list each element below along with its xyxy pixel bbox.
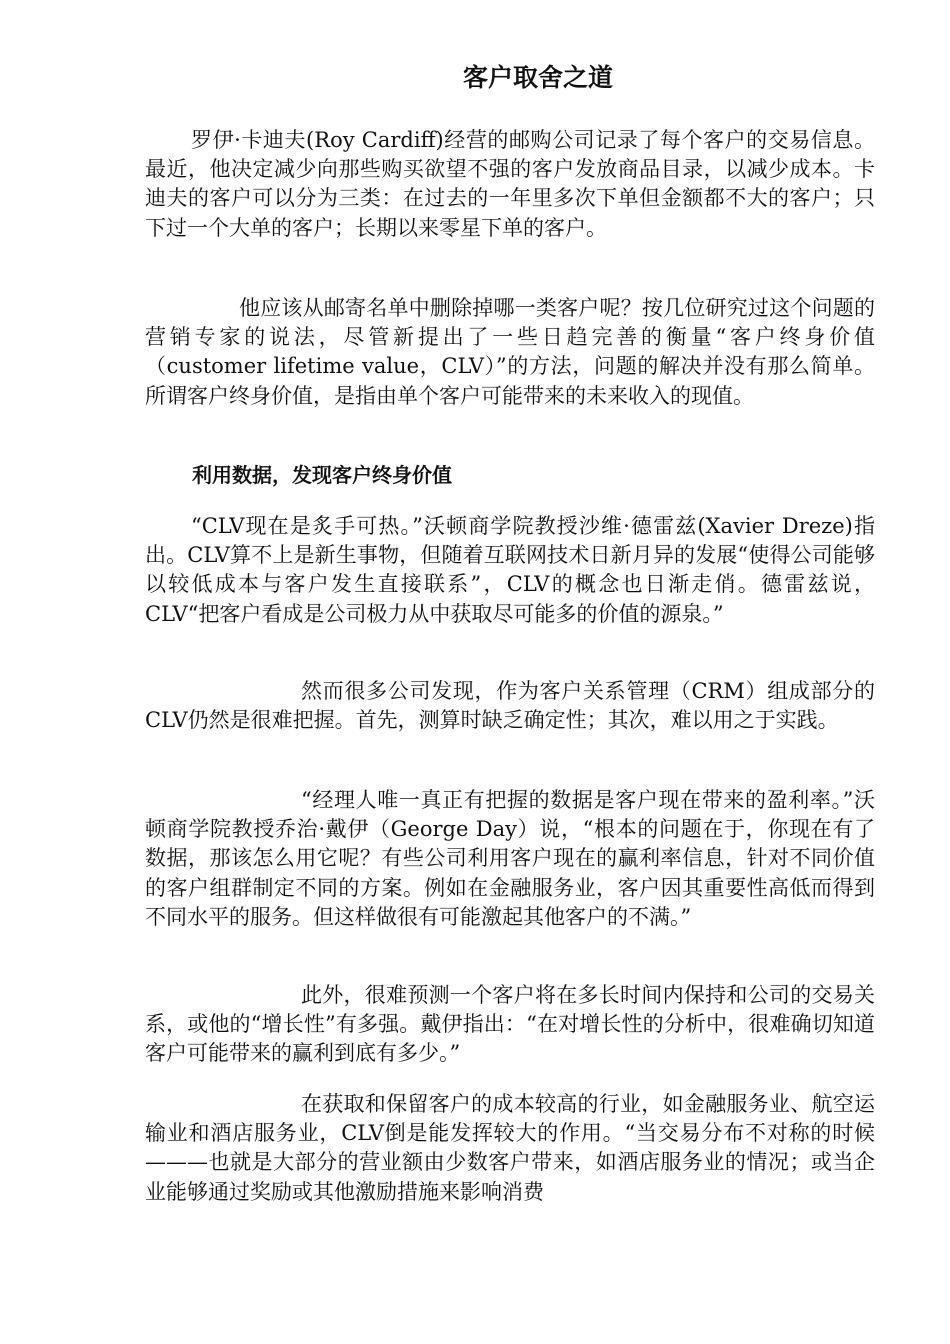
document-title: 客户取舍之道	[462, 63, 613, 92]
section-heading: 利用数据，发现客户终身价值	[192, 463, 452, 487]
paragraph-7: 在获取和保留客户的成本较高的行业，如金融服务业、航空运输业和酒店服务业，CLV倒是能发挥较大的作用。“当交易分布不对称的时候———也就是大部分的营业额由少数客户带来，如酒店服务业的情况；或当企业能够通过奖励或其他激励措施来影响消费	[145, 1092, 875, 1204]
paragraph-1: 罗伊·卡迪夫(Roy Cardiff)经营的邮购公司记录了每个客户的交易信息。最近，他决定减少向那些购买欲望不强的客户发放商品目录，以减少成本。卡迪夫的客户可以分为三类：在过去的一年里多次下单但金额都不大的客户；只下过一个大单的客户；长期以来零星下单的客户。	[145, 128, 875, 240]
paragraph-4: 然而很多公司发现，作为客户关系管理（CRM）组成部分的CLV仍然是很难把握。首先，测算时缺乏确定性；其次，难以用之于实践。	[145, 679, 875, 733]
paragraph-5: “经理人唯一真正有把握的数据是客户现在带来的盈利率。”沃顿商学院教授乔治·戴伊（George Day）说，“根本的问题在于，你现在有了数据，那该怎么用它呢？有些公司利用客户现在的赢利率信息，针对不同价值的客户组群制定不同的方案。例如在金融服务业，客户因其重要性高低而得到不同水平的服务。但这样做很有可能激起其他客户的不满。”	[145, 788, 875, 929]
paragraph-3: “CLV现在是炙手可热。”沃顿商学院教授沙维·德雷兹(Xavier Dreze)指出。CLV算不上是新生事物，但随着互联网技术日新月异的发展“使得公司能够以较低成本与客户发生直接联系”，CLV的概念也日渐走俏。德雷兹说，CLV“把客户看成是公司极力从中获取尽可能多的价值的源泉。”	[145, 514, 875, 626]
paragraph-6: 此外，很难预测一个客户将在多长时间内保持和公司的交易关系，或他的“增长性”有多强。戴伊指出：“在对增长性的分析中，很难确切知道客户可能带来的赢利到底有多少。”	[145, 983, 875, 1066]
paragraph-2: 他应该从邮寄名单中删除掉哪一类客户呢？按几位研究过这个问题的营销专家的说法，尽管新提出了一些日趋完善的衡量“客户终身价值（customer lifetime value，CLV）”的方法，问题的解决并没有那么简单。所谓客户终身价值，是指由单个客户可能带来的未来收入的现值。	[145, 296, 875, 408]
